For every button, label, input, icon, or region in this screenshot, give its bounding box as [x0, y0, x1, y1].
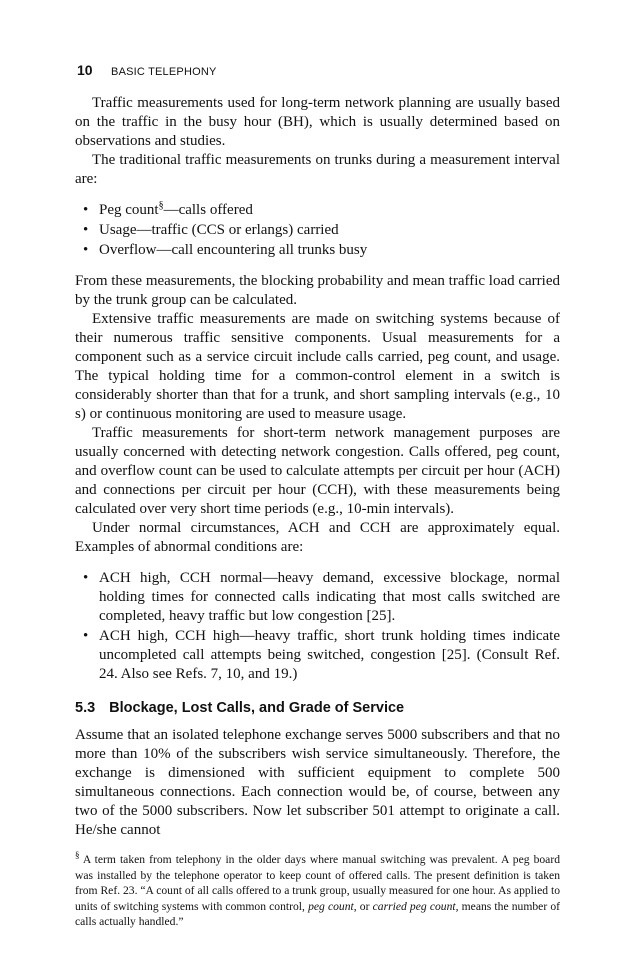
- paragraph: Traffic measurements used for long-term network planning are usually based on the traffic in the busy hour (BH), which is usually determined based on observations and studies.: [75, 95, 560, 149]
- bullet-icon: •: [83, 242, 89, 258]
- measurement-list: [75, 201, 560, 260]
- footnote-mark: §: [158, 200, 164, 211]
- bullet-icon: •: [83, 222, 89, 238]
- paragraph: Assume that an isolated telephone exchange serves 5000 subscribers and that no more than 10% of the subscribers wish service simultaneously. Therefore, the exchange is dimensioned with sufficient equipment to complete 500 simultaneous connections. Each connection would be, of course, between any two of the 5000 subscribers. Now let subscriber 501 attempt to originate a call. He/she cannot: [75, 727, 560, 838]
- page-header: [77, 62, 217, 80]
- paragraph: Traffic measurements for short-term network management purposes are usually concerned with detecting network congestion. Calls offered, peg count, and overflow count can be used to calculate attempts per circuit per hour (ACH) and connections per circuit per hour (CCH), with these measurements being calculated over very short time periods (e.g., 10-min intervals).: [75, 425, 560, 517]
- bullet-icon: •: [83, 628, 89, 644]
- list-item: • Usage—traffic (CCS or erlangs) carried: [83, 222, 339, 238]
- list-item: • Overflow—call encountering all trunks busy: [83, 242, 368, 258]
- section-title: Blockage, Lost Calls, and Grade of Service: [109, 700, 405, 716]
- footnote-mark: §: [75, 850, 80, 861]
- page-number: 10: [77, 62, 93, 78]
- page-body: [75, 94, 560, 930]
- section-number: 5.3: [75, 700, 96, 716]
- list-item: • ACH high, CCH normal—heavy demand, excessive blockage, normal holding times for connected calls indicating that most calls switched are completed, heavy traffic but low congestion [25].: [83, 570, 560, 624]
- abnormal-conditions-list: [75, 569, 560, 684]
- section-heading: [75, 699, 560, 718]
- footnote: § A term taken from telephony in the older days where manual switching was prevalent. A peg board was installed by the telephone operator to keep count of offered calls. The present definition is taken from Ref. 23. “A count of all calls offered to a trunk group, usually measured for one hour. As applied to units of switching systems with common control, peg count, or carried peg count, means the number of calls actually handled.”: [75, 850, 560, 928]
- list-item: • ACH high, CCH high—heavy traffic, short trunk holding times indicate uncompleted call attempts being switched, congestion [25]. (Consult Ref. 24. Also see Refs. 7, 10, and 19.): [83, 628, 560, 682]
- paragraph: Extensive traffic measurements are made on switching systems because of their numerous traffic sensitive components. Usual measurements for a component such as a service circuit include calls carried, peg count, and usage. The typical holding time for a common-control element in a switch is considerably shorter than that for a trunk, and short sampling intervals (e.g., 10 s) or continuous monitoring are used to measure usage.: [75, 311, 560, 422]
- paragraph: The traditional traffic measurements on trunks during a measurement interval are:: [75, 152, 560, 187]
- list-item: • Peg count§—calls offered: [83, 200, 253, 218]
- bullet-icon: •: [83, 570, 89, 586]
- paragraph: From these measurements, the blocking probability and mean traffic load carried by the trunk group can be calculated.: [75, 273, 560, 308]
- running-title: BASIC TELEPHONY: [111, 66, 217, 78]
- paragraph: Under normal circumstances, ACH and CCH are approximately equal. Examples of abnormal conditions are:: [75, 520, 560, 555]
- bullet-icon: •: [83, 202, 89, 218]
